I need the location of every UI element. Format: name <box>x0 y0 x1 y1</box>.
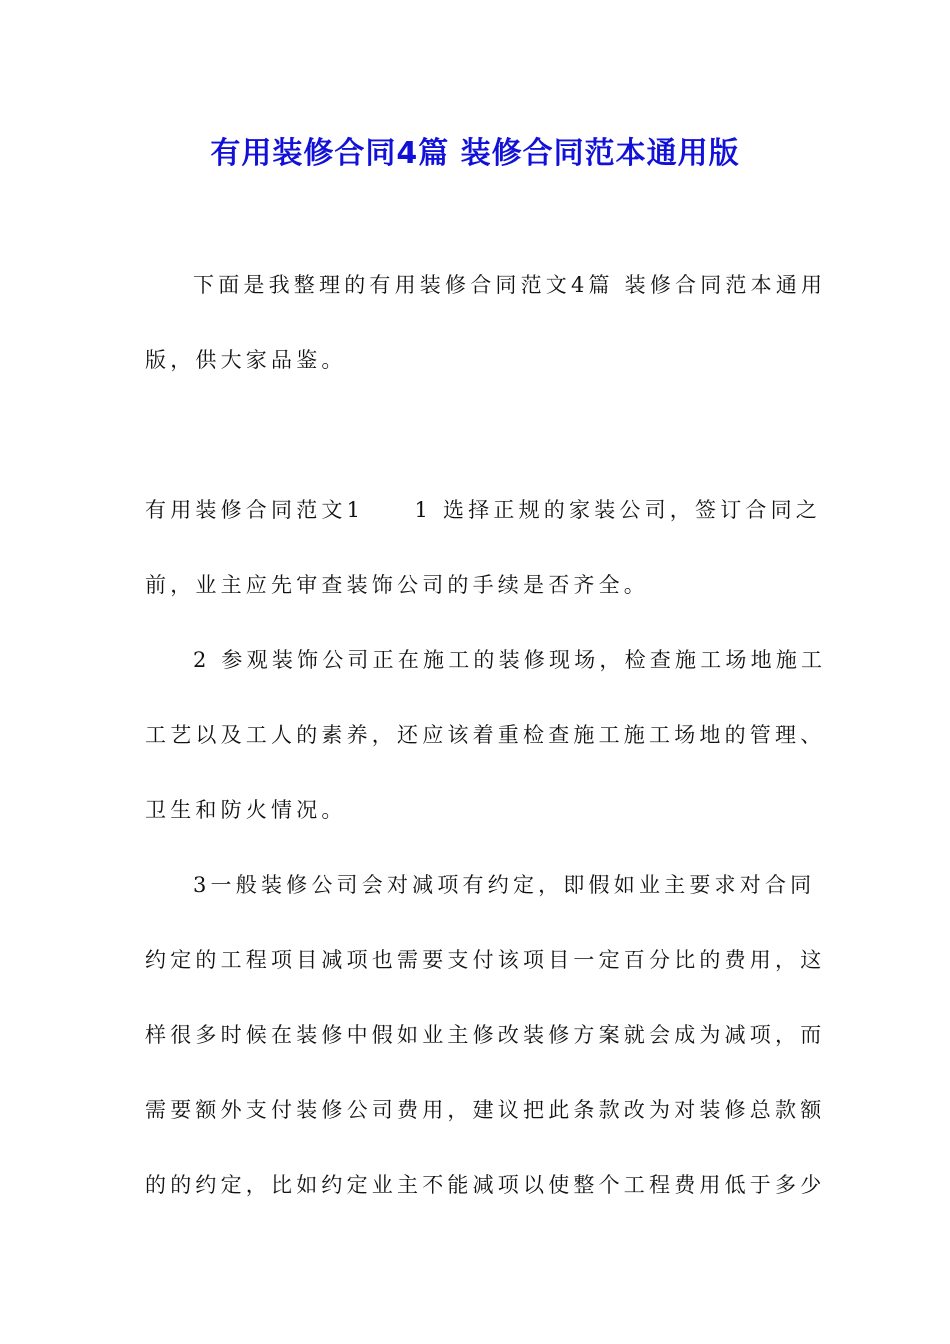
paragraph-2-line-3: 卫生和防火情况。 <box>145 798 347 822</box>
intro-line-1: 下面是我整理的有用装修合同范文4篇 装修合同范本通用 <box>193 273 827 297</box>
paragraph-3-line-1: 3一般装修公司会对减项有约定，即假如业主要求对合同 <box>193 873 816 897</box>
document-title: 有用装修合同4篇 装修合同范本通用版 <box>210 136 740 171</box>
paragraph-1-line-2: 前，业主应先审查装饰公司的手续是否齐全。 <box>145 573 649 597</box>
paragraph-3-line-2: 约定的工程项目减项也需要支付该项目一定百分比的费用，这 <box>145 948 826 972</box>
intro-line-2: 版，供大家品鉴。 <box>145 348 347 372</box>
paragraph-2-line-2: 工艺以及工人的素养，还应该着重检查施工施工场地的管理、 <box>145 723 826 747</box>
paragraph-2-line-1: 2 参观装饰公司正在施工的装修现场，检查施工场地施工 <box>193 648 827 672</box>
paragraph-3-line-3: 样很多时候在装修中假如业主修改装修方案就会成为减项，而 <box>145 1023 826 1047</box>
paragraph-3-line-5: 的的约定，比如约定业主不能减项以使整个工程费用低于多少 <box>145 1173 826 1197</box>
paragraph-1-line-1: 有用装修合同范文1 1 选择正规的家装公司，签订合同之 <box>145 498 821 522</box>
paragraph-3-line-4: 需要额外支付装修公司费用，建议把此条款改为对装修总款额 <box>145 1098 826 1122</box>
